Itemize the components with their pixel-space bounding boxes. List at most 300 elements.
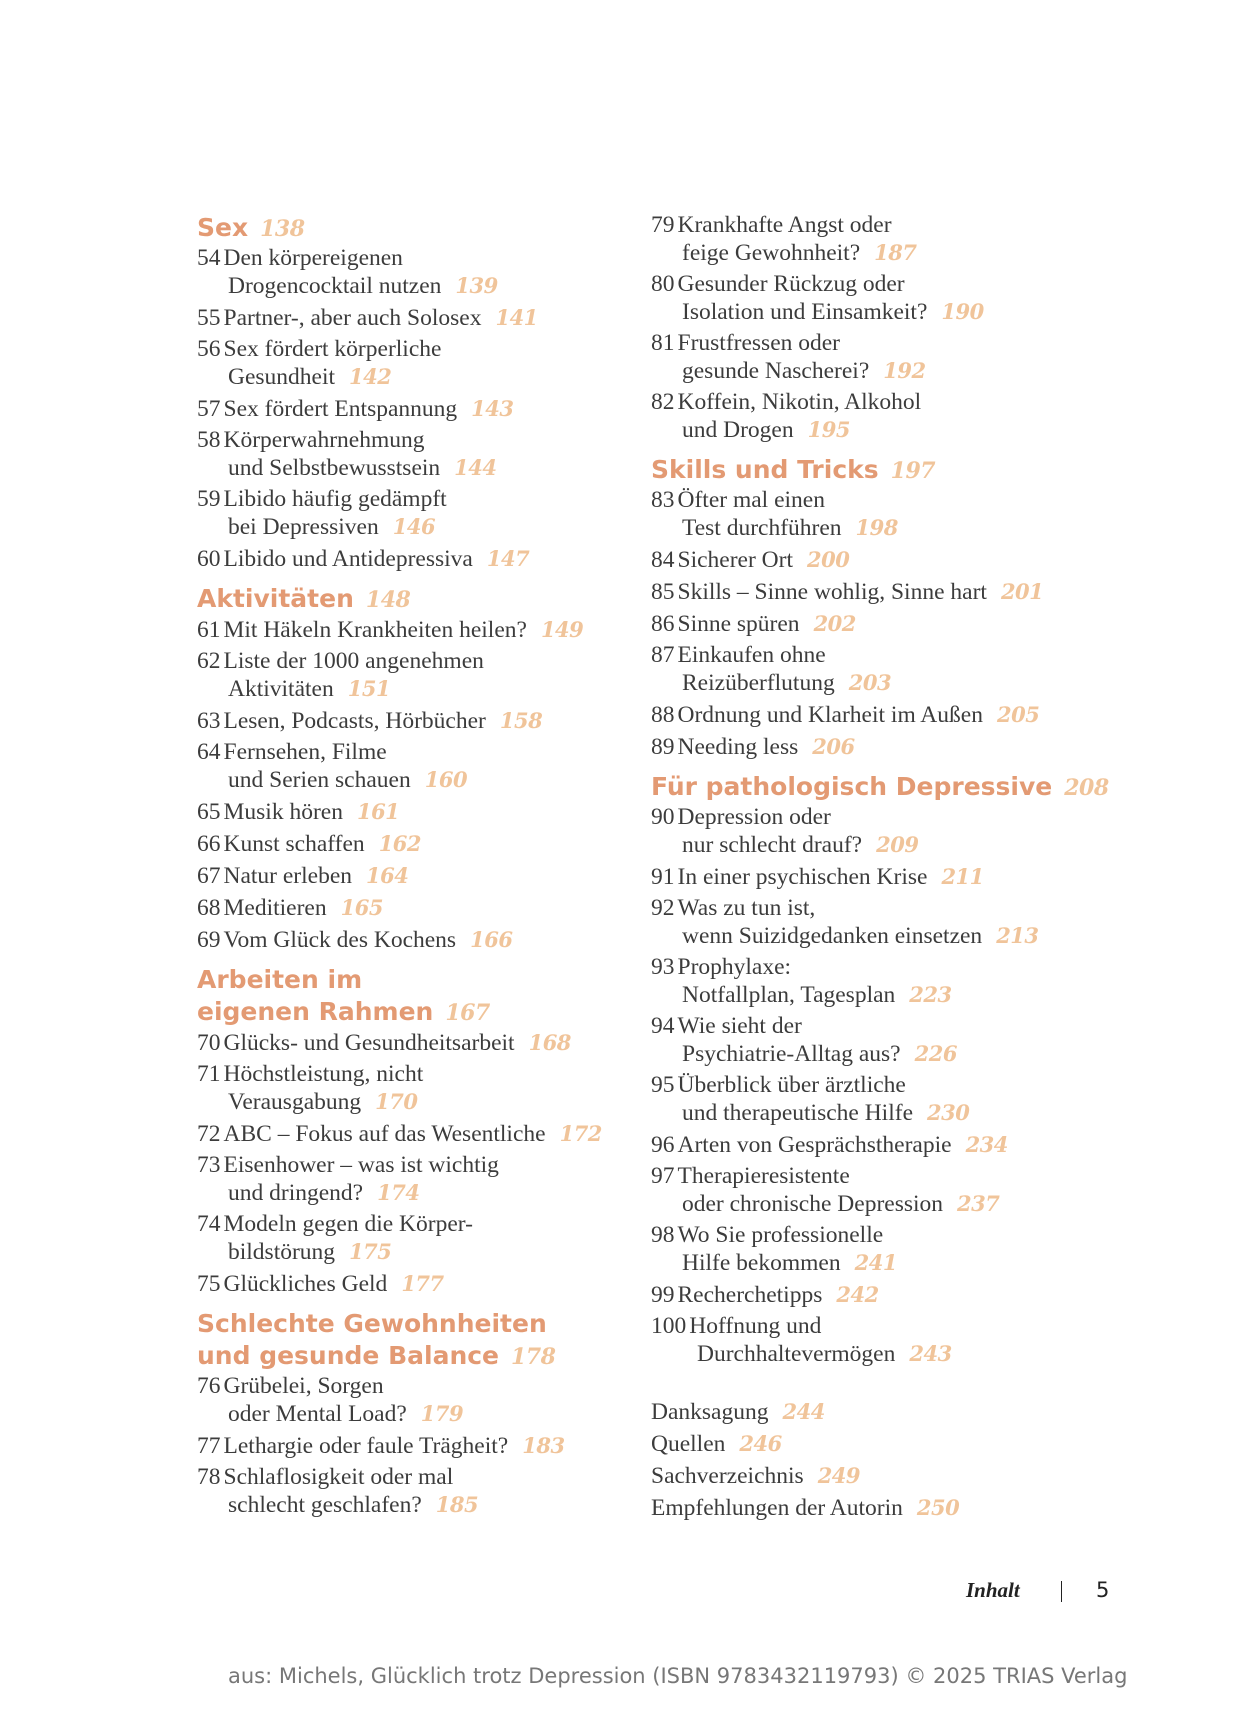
section-page-number: 197 xyxy=(890,458,936,484)
toc-entry xyxy=(197,427,657,482)
entry-title: Frustfressen oder xyxy=(677,330,841,356)
entry-title: Körperwahrnehmung xyxy=(223,427,425,453)
entry-number: 89 xyxy=(651,734,675,760)
entry-page-number: 141 xyxy=(495,305,538,330)
entry-number: 85 xyxy=(651,579,675,605)
entry-title: Glücks- und Gesundheitsarbeit xyxy=(223,1030,515,1056)
toc-entry xyxy=(197,1432,657,1460)
entry-page-number: 187 xyxy=(874,240,917,265)
entry-title: Sicherer Ort xyxy=(677,547,793,573)
entry-line xyxy=(197,648,657,675)
entry-line xyxy=(197,1088,657,1116)
section-page-number: 148 xyxy=(365,587,411,613)
entry-number: 66 xyxy=(197,831,221,857)
entry-line xyxy=(651,804,1121,831)
entry-page-number: 162 xyxy=(378,831,422,856)
entry-title: Wo Sie professionelle xyxy=(677,1222,884,1248)
toc-entry xyxy=(197,830,657,858)
entry-line xyxy=(651,1190,1121,1218)
toc-entry xyxy=(197,798,657,826)
entry-number: 93 xyxy=(651,954,675,980)
entry-number: 76 xyxy=(197,1373,221,1399)
entry-line xyxy=(651,642,1121,669)
entry-page-number: 164 xyxy=(366,863,409,888)
backmatter-entry xyxy=(651,1398,1121,1426)
entry-title: gesunde Nascherei? xyxy=(682,358,870,384)
entry-number: 57 xyxy=(197,396,221,422)
toc-entry xyxy=(197,616,657,644)
entry-page-number: 147 xyxy=(486,546,530,571)
entry-title: oder Mental Load? xyxy=(228,1401,407,1427)
entry-line xyxy=(651,416,1121,444)
entry-page-number: 143 xyxy=(471,396,514,421)
entry-line xyxy=(197,245,657,272)
entry-title: Was zu tun ist, xyxy=(677,895,816,921)
section-heading-line xyxy=(197,583,657,616)
entry-line xyxy=(197,454,657,482)
entry-title: Durchhaltevermögen xyxy=(697,1341,896,1367)
entry-title: Verausgabung xyxy=(228,1089,362,1115)
entry-title: Drogencocktail nutzen xyxy=(228,273,442,299)
toc-entry xyxy=(197,1464,657,1519)
toc-right-column xyxy=(651,212,1121,1526)
entry-line xyxy=(197,862,657,890)
entry-number: 78 xyxy=(197,1464,221,1490)
entry-page-number: 139 xyxy=(455,273,498,298)
entry-line xyxy=(197,1491,657,1519)
entry-line xyxy=(651,1163,1121,1190)
section-heading-line: Schlechte Gewohnheiten xyxy=(197,1309,547,1338)
entry-number: 86 xyxy=(651,611,675,637)
entry-number: 61 xyxy=(197,617,221,643)
entry-line xyxy=(197,766,657,794)
entry-line xyxy=(197,1061,657,1088)
toc-section xyxy=(651,771,1121,1368)
section-heading-line: Arbeiten im xyxy=(197,965,363,994)
entry-line xyxy=(197,513,657,541)
toc-entry xyxy=(197,245,657,300)
entry-title: und Drogen xyxy=(682,417,794,443)
entry-line xyxy=(651,1313,1121,1340)
toc-entry xyxy=(197,926,657,954)
entry-line xyxy=(197,1373,657,1400)
backmatter-title: Empfehlungen der Autorin xyxy=(651,1495,903,1521)
toc-entry xyxy=(651,212,1121,267)
toc-entry xyxy=(651,701,1121,729)
entry-page-number: 241 xyxy=(854,1250,897,1275)
entry-page-number: 243 xyxy=(909,1341,952,1366)
entry-line xyxy=(197,272,657,300)
toc-entry xyxy=(651,1281,1121,1309)
entry-title: Natur erleben xyxy=(223,863,353,889)
entry-line xyxy=(651,514,1121,542)
entry-title: ABC – Fokus auf das Wesentliche xyxy=(223,1121,546,1147)
toc-entry xyxy=(197,648,657,703)
entry-page-number: 168 xyxy=(528,1030,571,1055)
toc-entry xyxy=(197,395,657,423)
entry-number: 56 xyxy=(197,336,221,362)
entry-line xyxy=(651,212,1121,239)
entry-number: 68 xyxy=(197,895,221,921)
entry-page-number: 175 xyxy=(349,1239,392,1264)
entry-page-number: 161 xyxy=(356,799,400,824)
entry-title: Libido häufig gedämpft xyxy=(223,486,447,512)
toc-entry xyxy=(197,1029,657,1057)
entry-title: Sex fördert Entspannung xyxy=(223,396,458,422)
entry-page-number: 205 xyxy=(996,702,1040,727)
entry-line xyxy=(651,1072,1121,1099)
entry-title: Fernsehen, Filme xyxy=(223,739,387,765)
toc-entry xyxy=(197,545,657,573)
entry-page-number: 237 xyxy=(957,1191,1000,1216)
entry-number: 54 xyxy=(197,245,221,271)
entry-line xyxy=(651,1281,1121,1309)
entry-number: 97 xyxy=(651,1163,675,1189)
toc-entry xyxy=(197,1120,657,1148)
entry-line xyxy=(197,1270,657,1298)
entry-number: 83 xyxy=(651,487,675,513)
entry-line xyxy=(651,239,1121,267)
entry-page-number: 174 xyxy=(377,1180,420,1205)
entry-title: Hoffnung und xyxy=(689,1313,822,1339)
entry-line xyxy=(651,1398,1121,1426)
entry-page-number: 206 xyxy=(812,734,855,759)
entry-page-number: 198 xyxy=(855,515,898,540)
entry-line xyxy=(197,830,657,858)
entry-line xyxy=(197,675,657,703)
entry-line xyxy=(651,733,1121,761)
entry-number: 91 xyxy=(651,864,675,890)
backmatter-page-number: 244 xyxy=(782,1399,825,1424)
section-heading-text: und gesunde Balance xyxy=(197,1341,500,1370)
entry-page-number: 192 xyxy=(883,358,926,383)
entry-number: 58 xyxy=(197,427,221,453)
section-heading xyxy=(651,454,1121,487)
entry-title: Therapieresistente xyxy=(677,1163,850,1189)
toc-entry xyxy=(197,707,657,735)
entry-page-number: 165 xyxy=(340,895,383,920)
entry-title: Libido und Antidepressiva xyxy=(223,546,473,572)
entry-title: In einer psychischen Krise xyxy=(677,864,928,890)
entry-number: 96 xyxy=(651,1132,675,1158)
entry-line xyxy=(197,894,657,922)
entry-title: und Selbstbewusstsein xyxy=(228,455,441,481)
toc-section xyxy=(197,1308,657,1519)
entry-number: 74 xyxy=(197,1211,221,1237)
entry-line xyxy=(651,1249,1121,1277)
section-heading-text: Aktivitäten xyxy=(197,584,354,613)
toc-entry xyxy=(651,1013,1121,1068)
entry-page-number: 223 xyxy=(909,982,952,1007)
toc-entry xyxy=(197,486,657,541)
entry-title: Glückliches Geld xyxy=(223,1271,388,1297)
toc-entry xyxy=(197,862,657,890)
section-heading-line xyxy=(197,212,657,245)
entry-title: Sex fördert körperliche xyxy=(223,336,442,362)
entry-line xyxy=(197,395,657,423)
entry-line xyxy=(651,1494,1121,1522)
entry-page-number: 177 xyxy=(401,1271,444,1296)
entry-line xyxy=(197,304,657,332)
entry-title: Lesen, Podcasts, Hörbücher xyxy=(223,708,486,734)
entry-line xyxy=(651,271,1121,298)
page-number: 5 xyxy=(1096,1578,1110,1602)
entry-page-number: 226 xyxy=(914,1041,957,1066)
toc-section xyxy=(197,964,657,1298)
toc-entry xyxy=(651,1072,1121,1127)
entry-number: 62 xyxy=(197,648,221,674)
entry-page-number: 185 xyxy=(435,1492,479,1517)
backmatter-entry xyxy=(651,1462,1121,1490)
entry-title: Liste der 1000 angenehmen xyxy=(223,648,484,674)
entry-line xyxy=(197,616,657,644)
section-heading-line xyxy=(197,1340,657,1373)
entry-line xyxy=(651,389,1121,416)
entry-page-number: 203 xyxy=(848,670,892,695)
entry-number: 77 xyxy=(197,1433,221,1459)
entry-number: 67 xyxy=(197,863,221,889)
section-heading-text: Für pathologisch Depressive xyxy=(651,772,1053,801)
entry-line xyxy=(651,669,1121,697)
entry-line xyxy=(197,707,657,735)
entry-page-number: 146 xyxy=(392,514,436,539)
entry-line xyxy=(651,1013,1121,1040)
entry-line xyxy=(651,298,1121,326)
entry-number: 99 xyxy=(651,1282,675,1308)
entry-title: Einkaufen ohne xyxy=(677,642,826,668)
entry-title: Test durchführen xyxy=(682,515,842,541)
section-heading xyxy=(197,583,657,616)
entry-title: Vom Glück des Kochens xyxy=(223,927,457,953)
entry-line xyxy=(197,739,657,766)
entry-title: Hilfe bekommen xyxy=(682,1250,841,1276)
entry-title: Psychiatrie-Alltag aus? xyxy=(682,1041,901,1067)
entry-line xyxy=(197,1238,657,1266)
entry-page-number: 234 xyxy=(965,1132,1008,1157)
entry-title: Recherchetipps xyxy=(677,1282,823,1308)
running-footer-label: Inhalt xyxy=(966,1578,1020,1602)
entry-line xyxy=(651,357,1121,385)
entry-title: Eisenhower – was ist wichtig xyxy=(223,1152,499,1178)
entry-page-number: 170 xyxy=(375,1089,418,1114)
toc-entry xyxy=(197,336,657,391)
entry-number: 63 xyxy=(197,708,221,734)
toc-entry xyxy=(651,642,1121,697)
entry-line xyxy=(651,863,1121,891)
entry-title: Gesunder Rückzug oder xyxy=(677,271,905,297)
entry-page-number: 190 xyxy=(941,299,984,324)
entry-title: feige Gewohnheit? xyxy=(682,240,861,266)
entry-title: und dringend? xyxy=(228,1180,364,1206)
entry-title: wenn Suizidgedanken einsetzen xyxy=(682,923,983,949)
entry-title: Höchstleistung, nicht xyxy=(223,1061,424,1087)
entry-title: und therapeutische Hilfe xyxy=(682,1100,913,1126)
entry-number: 65 xyxy=(197,799,221,825)
section-heading-line xyxy=(651,454,1121,487)
entry-title: Kunst schaffen xyxy=(223,831,365,857)
entry-line xyxy=(651,610,1121,638)
entry-page-number: 179 xyxy=(420,1401,464,1426)
entry-page-number: 230 xyxy=(927,1100,970,1125)
entry-title: Öfter mal einen xyxy=(677,487,825,513)
entry-number: 81 xyxy=(651,330,675,356)
entry-page-number: 144 xyxy=(454,455,497,480)
entry-line xyxy=(651,546,1121,574)
backmatter-page-number: 250 xyxy=(916,1495,960,1520)
toc-section xyxy=(197,583,657,954)
entry-number: 82 xyxy=(651,389,675,415)
toc-section xyxy=(651,212,1121,444)
toc-left-column xyxy=(197,212,657,1529)
entry-title: nur schlecht drauf? xyxy=(682,832,863,858)
source-citation: aus: Michels, Glücklich trotz Depression (ISBN 9783432119793) © 2025 TRIAS Verlag xyxy=(228,1664,1128,1688)
entry-title: Schlaflosigkeit oder mal xyxy=(223,1464,454,1490)
section-heading xyxy=(197,212,657,245)
footer-divider xyxy=(1061,1581,1062,1602)
entry-page-number: 151 xyxy=(347,676,391,701)
entry-line xyxy=(651,1222,1121,1249)
entry-number: 79 xyxy=(651,212,675,238)
entry-page-number: 202 xyxy=(813,611,856,636)
entry-page-number: 195 xyxy=(807,417,850,442)
backmatter-title: Sachverzeichnis xyxy=(651,1463,804,1489)
entry-number: 55 xyxy=(197,305,221,331)
toc-entry xyxy=(197,1061,657,1116)
entry-title: Wie sieht der xyxy=(677,1013,802,1039)
entry-line xyxy=(651,1430,1121,1458)
backmatter-title: Quellen xyxy=(651,1431,726,1457)
backmatter-page-number: 249 xyxy=(817,1463,861,1488)
toc-entry xyxy=(651,804,1121,859)
entry-line xyxy=(197,336,657,363)
entry-line xyxy=(197,545,657,573)
entry-title: Prophylaxe: xyxy=(677,954,792,980)
entry-number: 71 xyxy=(197,1061,221,1087)
section-heading xyxy=(651,771,1121,804)
entry-number: 69 xyxy=(197,927,221,953)
section-page-number: 167 xyxy=(445,1000,490,1026)
entry-line xyxy=(197,926,657,954)
entry-title: und Serien schauen xyxy=(228,767,411,793)
entry-title: Mit Häkeln Krankheiten heilen? xyxy=(223,617,527,643)
toc-entry xyxy=(651,271,1121,326)
entry-line xyxy=(651,330,1121,357)
entry-number: 98 xyxy=(651,1222,675,1248)
toc-entry xyxy=(197,304,657,332)
toc-entry xyxy=(651,546,1121,574)
toc-entry xyxy=(651,733,1121,761)
entry-title: Partner-, aber auch Solosex xyxy=(223,305,482,331)
entry-title: Überblick über ärztliche xyxy=(677,1072,906,1098)
entry-number: 70 xyxy=(197,1030,221,1056)
toc-entry xyxy=(651,578,1121,606)
entry-number: 84 xyxy=(651,547,675,573)
entry-title: Den körpereigenen xyxy=(223,245,403,271)
section-heading-text: eigenen Rahmen xyxy=(197,997,434,1026)
entry-title: Grübelei, Sorgen xyxy=(223,1373,384,1399)
toc-entry xyxy=(651,895,1121,950)
entry-page-number: 172 xyxy=(559,1121,602,1146)
entry-page-number: 158 xyxy=(499,708,543,733)
entry-number: 88 xyxy=(651,702,675,728)
entry-line xyxy=(651,895,1121,922)
entry-title: bildstörung xyxy=(228,1239,336,1265)
backmatter-entry xyxy=(651,1430,1121,1458)
section-heading xyxy=(197,1308,657,1373)
section-page-number: 208 xyxy=(1064,775,1109,801)
entry-line xyxy=(651,954,1121,981)
entry-line xyxy=(651,578,1121,606)
entry-title: Koffein, Nikotin, Alkohol xyxy=(677,389,922,415)
toc-section xyxy=(197,212,657,573)
toc-entry xyxy=(197,739,657,794)
entry-title: Skills – Sinne wohlig, Sinne hart xyxy=(677,579,987,605)
entry-page-number: 160 xyxy=(424,767,468,792)
toc-section xyxy=(651,454,1121,761)
entry-title: Lethargie oder faule Trägheit? xyxy=(223,1433,509,1459)
entry-page-number: 213 xyxy=(996,923,1039,948)
section-page-number: 138 xyxy=(260,216,305,242)
entry-page-number: 211 xyxy=(941,864,984,889)
entry-line xyxy=(197,1152,657,1179)
entry-line xyxy=(651,831,1121,859)
entry-title: Aktivitäten xyxy=(228,676,334,702)
entry-title: Krankhafte Angst oder xyxy=(677,212,892,238)
entry-number: 72 xyxy=(197,1121,221,1147)
toc-entry xyxy=(651,1313,1121,1368)
entry-page-number: 149 xyxy=(540,617,584,642)
entry-number: 90 xyxy=(651,804,675,830)
toc-entry xyxy=(197,1270,657,1298)
entry-line xyxy=(651,1340,1121,1368)
entry-line xyxy=(197,798,657,826)
entry-line xyxy=(651,1040,1121,1068)
section-heading-text: Skills und Tricks xyxy=(651,455,879,484)
entry-number: 60 xyxy=(197,546,221,572)
entry-title: Reizüberflutung xyxy=(682,670,835,696)
toc-entry xyxy=(197,894,657,922)
entry-title: Arten von Gesprächstherapie xyxy=(677,1132,952,1158)
entry-title: Isolation und Einsamkeit? xyxy=(682,299,928,325)
entry-line xyxy=(197,1464,657,1491)
section-heading-line xyxy=(197,996,657,1029)
toc-entry xyxy=(651,389,1121,444)
entry-title: Needing less xyxy=(677,734,799,760)
section-heading-line xyxy=(651,771,1121,804)
entry-title: Gesundheit xyxy=(228,364,336,390)
entry-page-number: 142 xyxy=(349,364,392,389)
toc-entry xyxy=(651,954,1121,1009)
section-heading xyxy=(197,964,657,1029)
entry-line xyxy=(651,1099,1121,1127)
entry-number: 80 xyxy=(651,271,675,297)
entry-line xyxy=(651,701,1121,729)
toc-entry xyxy=(651,1131,1121,1159)
entry-title: Musik hören xyxy=(223,799,343,825)
entry-number: 59 xyxy=(197,486,221,512)
toc-entry xyxy=(651,863,1121,891)
entry-page-number: 200 xyxy=(807,547,850,572)
entry-number: 95 xyxy=(651,1072,675,1098)
entry-line xyxy=(197,1432,657,1460)
section-heading-text: Sex xyxy=(197,213,249,242)
entry-number: 75 xyxy=(197,1271,221,1297)
entry-line xyxy=(197,363,657,391)
entry-page-number: 201 xyxy=(1000,579,1044,604)
toc-entry xyxy=(651,487,1121,542)
entry-title: oder chronische Depression xyxy=(682,1191,944,1217)
entry-title: Sinne spüren xyxy=(677,611,800,637)
